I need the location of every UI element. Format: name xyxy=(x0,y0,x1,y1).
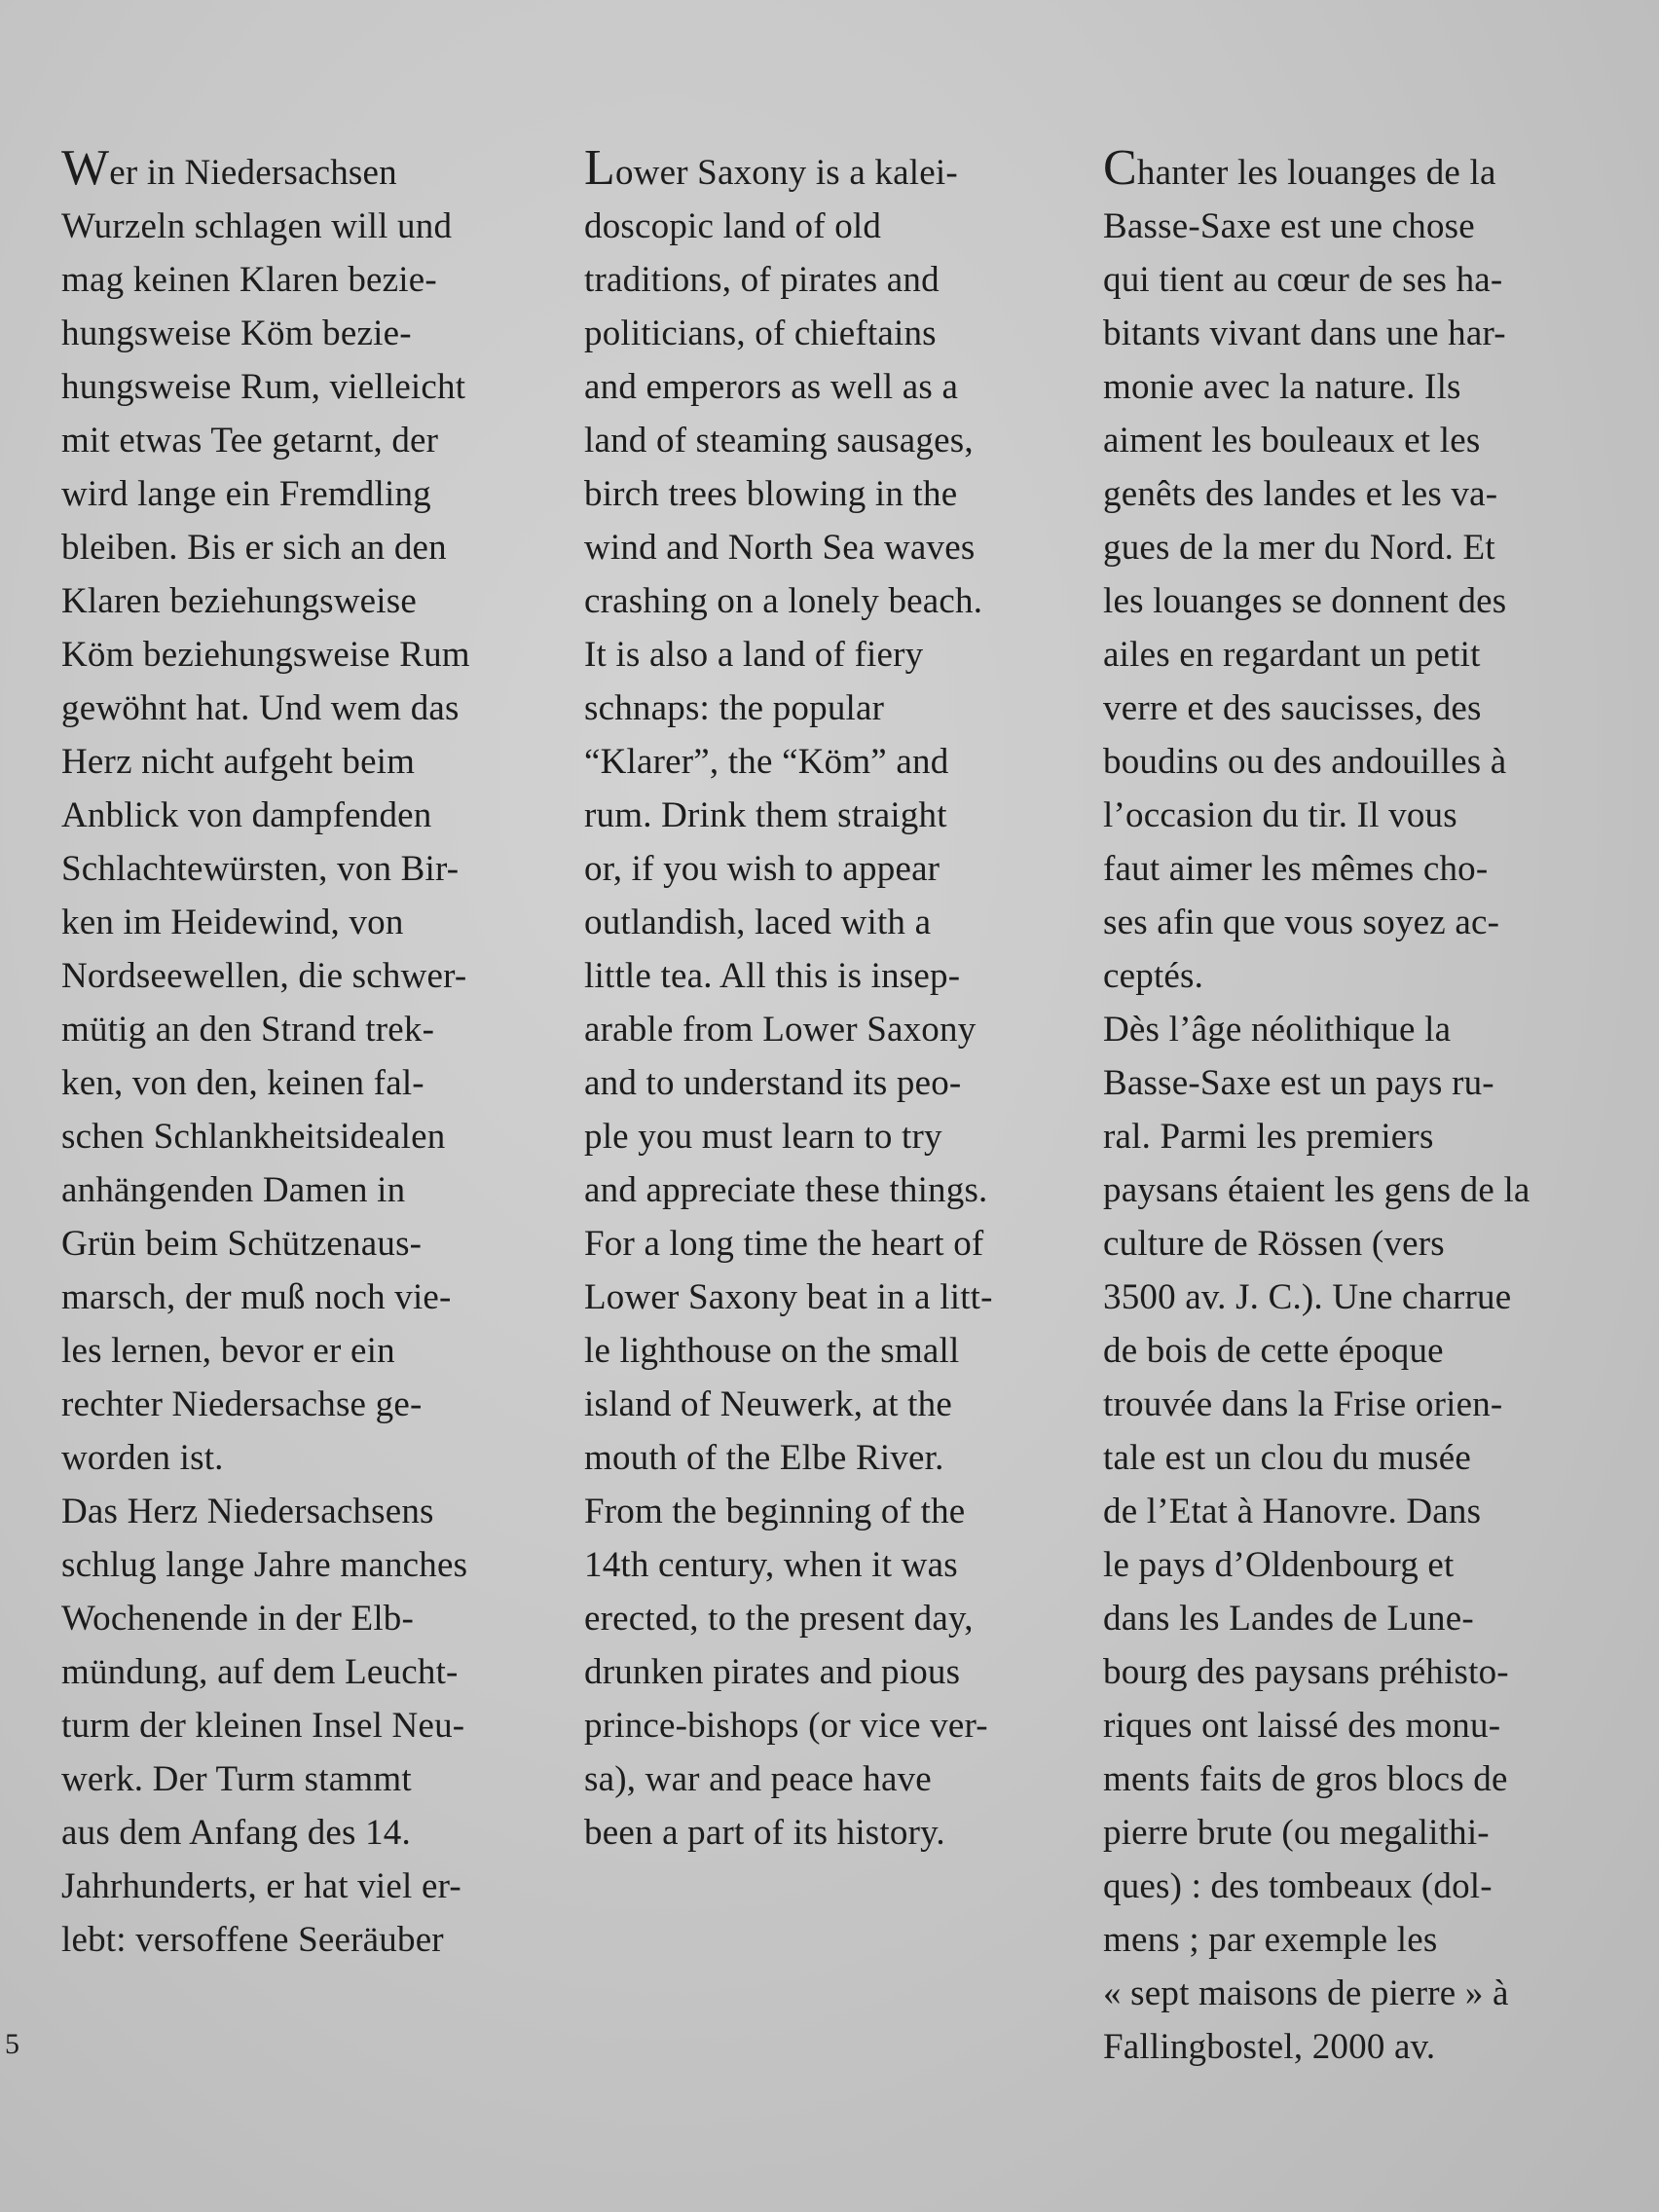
text-line: and appreciate these things. xyxy=(584,1170,988,1210)
text-line: ral. Parmi les premiers xyxy=(1103,1117,1434,1157)
text-line: Klaren beziehungsweise xyxy=(61,581,418,621)
text-line: Wurzeln schlagen will und xyxy=(61,206,453,246)
text-line: ple you must learn to try xyxy=(584,1117,942,1157)
text-line: rum. Drink them straight xyxy=(584,795,947,835)
text-line: For a long time the heart of xyxy=(584,1224,984,1264)
text-line xyxy=(1103,140,1629,200)
text-line: hungsweise Rum, vielleicht xyxy=(61,367,466,407)
text-line: aiment les bouleaux et les xyxy=(1103,421,1481,461)
text-line: mens ; par exemple les xyxy=(1103,1920,1438,1960)
text-line: ceptés. xyxy=(1103,956,1204,996)
text-line: little tea. All this is insep- xyxy=(584,956,961,996)
text-line: wind and North Sea waves xyxy=(584,528,976,568)
text-line: birch trees blowing in the xyxy=(584,474,958,514)
initial-letter: W xyxy=(61,140,110,196)
text-line: Dès l’âge néolithique la xyxy=(1103,1010,1452,1050)
text-line: Basse-Saxe est un pays ru- xyxy=(1103,1063,1494,1103)
text-line xyxy=(61,140,553,200)
column-german xyxy=(61,140,553,1967)
text-line: aus dem Anfang des 14. xyxy=(61,1813,411,1853)
text-line: Wochenende in der Elb- xyxy=(61,1599,415,1639)
text-line: mündung, auf dem Leucht- xyxy=(61,1652,459,1692)
text-line: mit etwas Tee getarnt, der xyxy=(61,421,439,461)
text-line: gewöhnt hat. Und wem das xyxy=(61,688,460,728)
text-line: Köm beziehungsweise Rum xyxy=(61,635,470,675)
text-line: land of steaming sausages, xyxy=(584,421,974,461)
text-line: outlandish, laced with a xyxy=(584,903,932,942)
text-line: bitants vivant dans une har- xyxy=(1103,313,1506,353)
text-line: 3500 av. J. C.). Une charrue xyxy=(1103,1277,1512,1317)
text-line: schen Schlankheitsidealen xyxy=(61,1117,446,1157)
text-line: Nordseewellen, die schwer- xyxy=(61,956,467,996)
first-line-text: er in Niedersachsen xyxy=(109,153,397,193)
page-number: 5 xyxy=(5,2028,19,2060)
text-line: ses afin que vous soyez ac- xyxy=(1103,903,1500,942)
text-line: schnaps: the popular xyxy=(584,688,885,728)
text-line: bourg des paysans préhisto- xyxy=(1103,1652,1509,1692)
text-line: Basse-Saxe est une chose xyxy=(1103,206,1475,246)
text-line: de bois de cette époque xyxy=(1103,1331,1444,1371)
text-line: le lighthouse on the small xyxy=(584,1331,960,1371)
text-line: Das Herz Niedersachsens xyxy=(61,1492,434,1531)
text-line: qui tient au cœur de ses ha- xyxy=(1103,260,1503,300)
text-line: or, if you wish to appear xyxy=(584,849,940,889)
text-line: werk. Der Turm stammt xyxy=(61,1759,412,1799)
text-line: faut aimer les mêmes cho- xyxy=(1103,849,1489,889)
text-line: erected, to the present day, xyxy=(584,1599,974,1639)
text-line: trouvée dans la Frise orien- xyxy=(1103,1384,1503,1424)
text-line: riques ont laissé des monu- xyxy=(1103,1706,1501,1746)
text-line: wird lange ein Fremdling xyxy=(61,474,431,514)
initial-letter: L xyxy=(584,140,615,196)
text-line: le pays d’Oldenbourg et xyxy=(1103,1545,1455,1585)
text-line: ken im Heidewind, von xyxy=(61,903,404,942)
text-line: boudins ou des andouilles à xyxy=(1103,742,1507,782)
text-line: prince-bishops (or vice ver- xyxy=(584,1706,988,1746)
text-line: island of Neuwerk, at the xyxy=(584,1384,952,1424)
text-line: Lower Saxony beat in a litt- xyxy=(584,1277,993,1317)
text-line: « sept maisons de pierre » à xyxy=(1103,1973,1509,2013)
text-line: de l’Etat à Hanovre. Dans xyxy=(1103,1492,1482,1531)
text-line xyxy=(584,140,1071,200)
text-line: Schlachtewürsten, von Bir- xyxy=(61,849,460,889)
text-line: sa), war and peace have xyxy=(584,1759,932,1799)
text-line: culture de Rössen (vers xyxy=(1103,1224,1445,1264)
text-line: hungsweise Köm bezie- xyxy=(61,313,412,353)
text-line: been a part of its history. xyxy=(584,1813,945,1853)
text-line: Anblick von dampfenden xyxy=(61,795,432,835)
first-line-text: hanter les louanges de la xyxy=(1136,153,1496,193)
text-line: genêts des landes et les va- xyxy=(1103,474,1498,514)
text-line: ailes en regardant un petit xyxy=(1103,635,1481,675)
text-line: paysans étaient les gens de la xyxy=(1103,1170,1530,1210)
text-line: mütig an den Strand trek- xyxy=(61,1010,435,1050)
text-line: schlug lange Jahre manches xyxy=(61,1545,468,1585)
first-line-text: ower Saxony is a kalei- xyxy=(614,153,958,193)
text-line: anhängenden Damen in xyxy=(61,1170,406,1210)
text-line: bleiben. Bis er sich an den xyxy=(61,528,447,568)
text-line: Fallingbostel, 2000 av. xyxy=(1103,2027,1436,2067)
text-line: crashing on a lonely beach. xyxy=(584,581,983,621)
text-line: les lernen, bevor er ein xyxy=(61,1331,395,1371)
text-line: les louanges se donnent des xyxy=(1103,581,1507,621)
text-line: verre et des saucisses, des xyxy=(1103,688,1482,728)
text-line: l’occasion du tir. Il vous xyxy=(1103,795,1457,835)
text-line: ments faits de gros blocs de xyxy=(1103,1759,1508,1799)
text-line: drunken pirates and pious xyxy=(584,1652,961,1692)
text-line: It is also a land of fiery xyxy=(584,635,924,675)
text-line: From the beginning of the xyxy=(584,1492,966,1531)
text-line: monie avec la nature. Ils xyxy=(1103,367,1461,407)
text-line: pierre brute (ou megalithi- xyxy=(1103,1813,1490,1853)
text-line: gues de la mer du Nord. Et xyxy=(1103,528,1495,568)
text-line: Herz nicht aufgeht beim xyxy=(61,742,416,782)
text-line: “Klarer”, the “Köm” and xyxy=(584,742,949,782)
text-line: turm der kleinen Insel Neu- xyxy=(61,1706,465,1746)
text-line: and to understand its peo- xyxy=(584,1063,962,1103)
text-line: ques) : des tombeaux (dol- xyxy=(1103,1866,1493,1906)
text-line: and emperors as well as a xyxy=(584,367,959,407)
text-line: marsch, der muß noch vie- xyxy=(61,1277,452,1317)
text-line: lebt: versoffene Seeräuber xyxy=(61,1920,444,1960)
text-line: Jahrhunderts, er hat viel er- xyxy=(61,1866,461,1906)
text-line: ken, von den, keinen fal- xyxy=(61,1063,424,1103)
text-line: arable from Lower Saxony xyxy=(584,1010,977,1050)
text-line: worden ist. xyxy=(61,1438,224,1478)
text-line: dans les Landes de Lune- xyxy=(1103,1599,1474,1639)
text-line: doscopic land of old xyxy=(584,206,882,246)
column-english xyxy=(584,140,1071,1860)
text-line: mouth of the Elbe River. xyxy=(584,1438,944,1478)
text-line: traditions, of pirates and xyxy=(584,260,940,300)
text-line: Grün beim Schützenaus- xyxy=(61,1224,423,1264)
text-line: 14th century, when it was xyxy=(584,1545,958,1585)
text-line: politicians, of chieftains xyxy=(584,313,937,353)
text-line: tale est un clou du musée xyxy=(1103,1438,1471,1478)
initial-letter: C xyxy=(1103,140,1137,196)
text-line: rechter Niedersachse ge- xyxy=(61,1384,423,1424)
column-french xyxy=(1103,140,1629,2074)
text-line: mag keinen Klaren bezie- xyxy=(61,260,437,300)
